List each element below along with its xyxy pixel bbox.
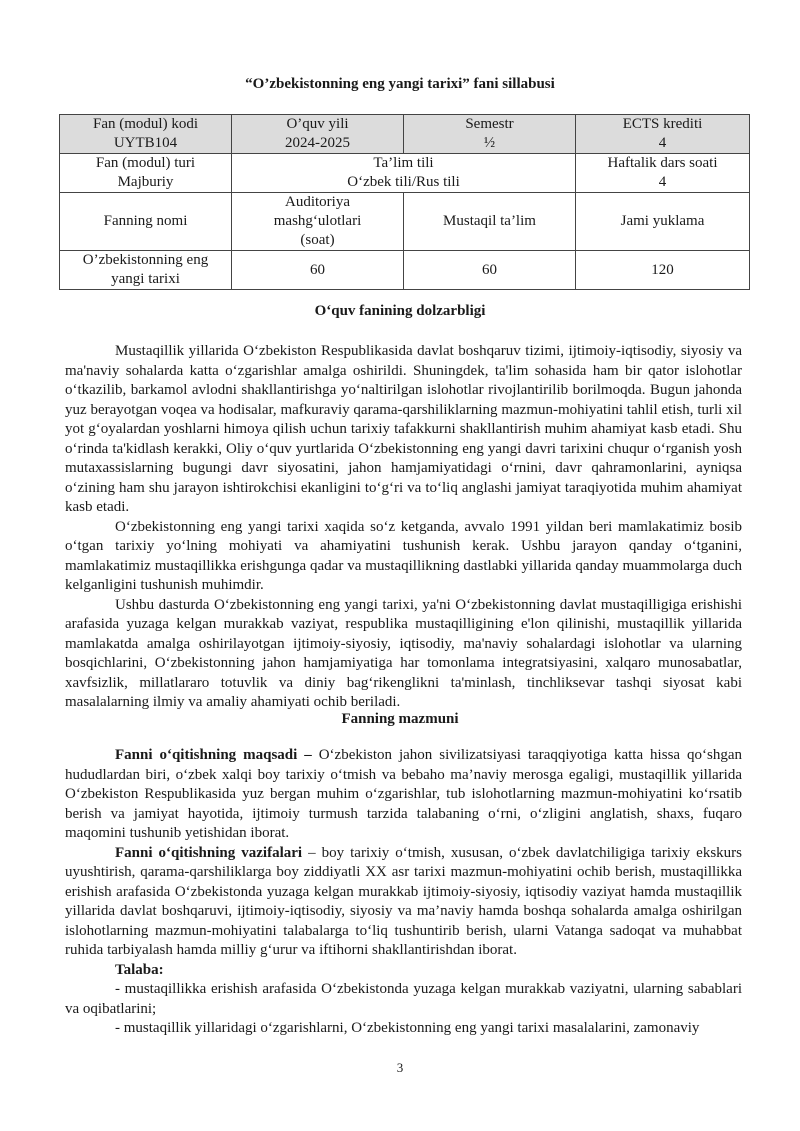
cell-line: Fan (modul) turi — [95, 155, 196, 171]
cell-line: Majburiy — [117, 174, 174, 190]
cell-line: mashg‘ulotlari — [273, 213, 362, 229]
table-cell — [60, 115, 232, 154]
list-item: - mustaqillik yillaridagi o‘zgarishlarni, O‘zbekistonning eng yangi tarixi masalalarini, zamonaviy — [115, 1020, 700, 1036]
table-cell: Jami yuklama — [576, 193, 750, 251]
table-cell — [576, 115, 750, 154]
paragraph: O‘zbekistonning eng yangi tarixi xaqida so‘z ketganda, avvalo 1991 yildan beri mamlakatimiz bosib o‘tgan tarixiy yo‘lning mohiyati va ahamiyatini tushunish kerak. Ushbu jarayon qanday o‘tganini, mamlakatimiz mustaqillikka erishgunga qadar va mustaqillikning dastlabki yillarida qanday muammolarga duch kelganligini tushunish muhimdir. — [65, 518, 742, 593]
table-cell — [60, 251, 232, 290]
cell-line: 2024-2025 — [285, 135, 350, 151]
section-heading-relevance: O‘quv fanining dolzarbligi — [314, 303, 486, 319]
tasks-label: Fanni o‘qitishning vazifalari — [115, 844, 303, 861]
table-cell: Mustaqil ta’lim — [404, 193, 576, 251]
paragraph — [65, 961, 742, 981]
table-cell: 60 — [404, 251, 576, 290]
table-cell: Fanning nomi — [60, 193, 232, 251]
cell-line: ½ — [483, 135, 496, 151]
section-heading-content: Fanning mazmuni — [341, 711, 459, 727]
cell-line: 4 — [658, 174, 667, 190]
list-item: - mustaqillikka erishish arafasida O‘zbekistonda yuzaga kelgan murakkab vaziyatni, ularning sabablari va oqibatlarini; — [65, 981, 742, 1017]
cell-line: O’zbekistonning eng — [82, 252, 209, 268]
table-cell — [232, 154, 576, 193]
table-cell — [232, 193, 404, 251]
paragraph — [65, 746, 742, 844]
cell-line: (soat) — [300, 232, 335, 248]
student-label: Talaba: — [115, 961, 164, 978]
page-number: 3 — [396, 1060, 404, 1075]
table-row — [60, 193, 750, 251]
paragraph: Ushbu dasturda O‘zbekistonning eng yangi tarixi, ya'ni O‘zbekistonning davlat mustaqilligiga erishishi arafasida yuzaga kelgan murakkab vaziyat, respublika mustaqilligining e'lon qilinishi, mustaqillik yillarida mamlakatda amalga oshirilayotgan ijtimoiy-siyosiy, iqtisodiy, ma'naviy sohalardagi islohotlar va ularning bosqichlarini, O‘zbekistonning jahon hamjamiyatiga har tomonlama integratsiyasini, xalqaro munosabatlar, xavfsizlik, millatlararo totuvlik va diniy bag‘rikenglikni ta'minlash, tinchliksevar tashqi siyosat kabi masalalarning ilmiy va amaliy ahamiyati ochib beriladi. — [65, 596, 742, 710]
table-cell: 120 — [576, 251, 750, 290]
cell-line: yangi tarixi — [111, 271, 180, 287]
syllabus-info-table — [59, 114, 750, 290]
goal-label: Fanni o‘qitishning maqsadi – — [115, 747, 312, 763]
cell-line: O’quv yili — [286, 116, 349, 132]
cell-line: O‘zbek tili/Rus tili — [347, 174, 460, 190]
paragraph — [65, 844, 742, 961]
table-row — [60, 154, 750, 193]
relevance-text — [65, 342, 742, 713]
cell-line: 4 — [658, 135, 667, 151]
table-cell — [60, 154, 232, 193]
content-text — [65, 746, 742, 1039]
cell-line: Ta’lim tili — [373, 155, 434, 171]
table-cell — [232, 115, 404, 154]
table-cell — [404, 115, 576, 154]
tasks-text: – boy tarixiy o‘tmish, xususan, o‘zbek davlatchiligiga tarixiy ekskurs uyushtirish, qarama-qarshiliklarga boy ziddiyatli XX asr tarixi mazmun-mohiyatini ochib berish, mustaqillikka erishish arafasida O‘zbekistonda yuzaga kelgan murakkab ijtimoiy-siyosiy, iqtisodiy vaziyat hamda mustaqillik yillarida davlat boshqaruvi, ijtimoiy-iqtisodiy, siyosiy va ma’naviy hamda boshqa sohalarda amalga oshirilgan islohotlarning mazmun-mohiyatini talabalarga to‘liq tushuntirib berish, ularni Vatanga sadoqat va muhabbat ruhida tarbiyalash hamda milliy g‘urur va iftihorni shakllantirishdan iborat. — [65, 844, 742, 958]
cell-line: Fan (modul) kodi — [93, 116, 198, 132]
table-row — [60, 251, 750, 290]
table-cell — [576, 154, 750, 193]
cell-line: Semestr — [465, 116, 514, 132]
table-row — [60, 115, 750, 154]
cell-line: ECTS krediti — [622, 116, 703, 132]
cell-line: UYTB104 — [113, 135, 178, 151]
cell-line: Auditoriya — [285, 194, 350, 210]
document-title: “O’zbekistonning eng yangi tarixi” fani sillabusi — [245, 76, 555, 92]
cell-line: Haftalik dars soati — [607, 155, 718, 171]
goal-text: O‘zbekiston jahon sivilizatsiyasi taraqqiyotiga katta hissa qo‘shgan hududlardan biri, o‘zbek xalqi boy tarixiy o‘tmish va bebaho ma’naviy merosga egaligi, mustaqillik yillarida O‘zbekiston Respublikasida yuz bergan muhim o‘zgarishlar, tub islohotlarning mazmun-mohiyatini ko‘rsatib berish va jamiyat hayotida, ijtimoiy turmush tarzida talabaning o‘rni, o‘zligini anglatish, shaxs, fuqaro maqomini tushunib yetishidan iborat. — [65, 747, 743, 841]
table-cell: 60 — [232, 251, 404, 290]
paragraph: Mustaqillik yillarida O‘zbekiston Respublikasida davlat boshqaruv tizimi, ijtimoiy-iqtisodiy, siyosiy va ma'naviy sohalarda katta o‘zgarishlar amalga oshirildi. Shuningdek, ta'lim sohasida ham bir qator islohotlar o‘tkazilib, barkamol avlodni shakllantirishga yo‘naltirilgan islohotlar rivojlantirilib borilmoqda. Bugun jahonda yuz berayotgan voqea va hodisalar, mafkuraviy qarama-qarshiliklarning mazmun-mohiyatini tahlil etish, turli xil yot g‘oyalardan yoshlarni himoya qilish uchun tarixiy tafakkurni shakllantirish muhim ahamiyat kasb etadi. Shu o‘rinda ta'kidlash kerakki, Oliy o‘quv yurtlarida O‘zbekistonning eng yangi davri tarixini chuqur o‘rganish yosh mutaxassislarning bugungi davr siyosatini, jahon hamjamiyatidagi o‘rnini, davr qahramonlarini, ayniqsa o‘zining ham shu jarayon ishtirokchisi ekanligini to‘g‘ri va to‘liq anglashi jamiyat taraqiyotida muhim ahamiyat kasb etadi. — [65, 343, 742, 515]
